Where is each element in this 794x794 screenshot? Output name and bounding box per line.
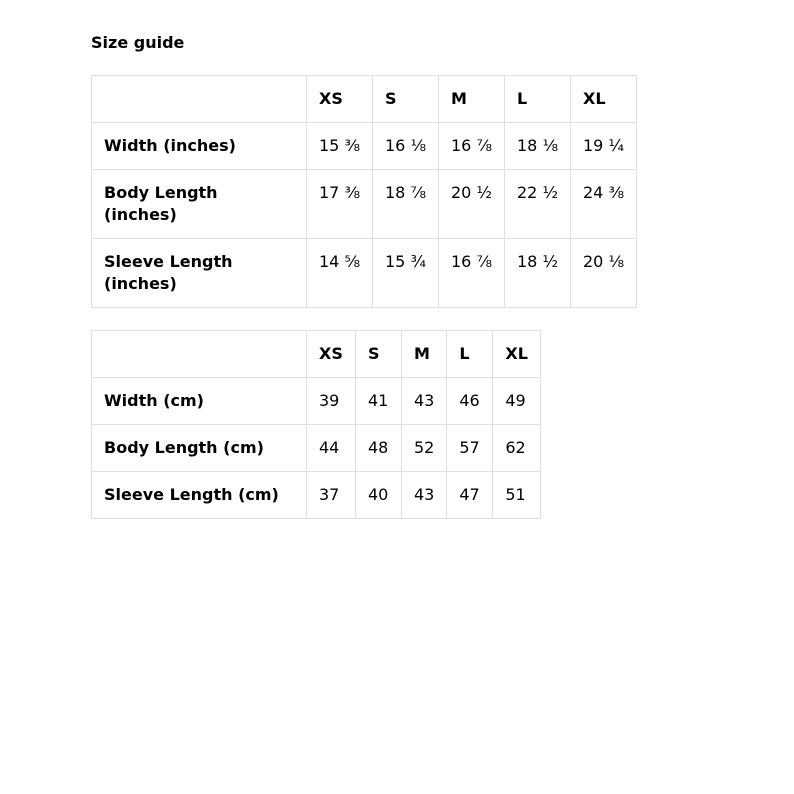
table-cell: 18 ½: [505, 239, 571, 308]
table-cell: 43: [402, 472, 447, 519]
table-cell: 43: [402, 378, 447, 425]
table-row: [92, 425, 541, 472]
table-cell: 15 ¾: [373, 239, 439, 308]
header-cell-s: S: [373, 76, 439, 123]
table-cell: 17 ⅜: [307, 170, 373, 239]
header-cell-l: L: [505, 76, 571, 123]
size-table-inches: [91, 75, 637, 308]
header-cell-m: M: [402, 331, 447, 378]
header-cell-m: M: [439, 76, 505, 123]
table-row: [92, 170, 637, 239]
table-cell: 49: [493, 378, 541, 425]
row-label: Sleeve Length (inches): [92, 239, 307, 308]
row-label: Width (cm): [92, 378, 307, 425]
row-label: Width (inches): [92, 123, 307, 170]
table-cell: 15 ⅜: [307, 123, 373, 170]
table-cell: 62: [493, 425, 541, 472]
table-cell: 40: [356, 472, 402, 519]
header-cell-xl: XL: [493, 331, 541, 378]
size-table-cm: [91, 330, 541, 519]
header-cell-xs: XS: [307, 76, 373, 123]
table-cell: 48: [356, 425, 402, 472]
table-cell: 19 ¼: [571, 123, 637, 170]
table-cell: 22 ½: [505, 170, 571, 239]
table-cell: 18 ⅞: [373, 170, 439, 239]
table-cell: 46: [447, 378, 493, 425]
table-cell: 14 ⅝: [307, 239, 373, 308]
table-cell: 37: [307, 472, 356, 519]
table-cell: 24 ⅜: [571, 170, 637, 239]
table-cell: 20 ⅛: [571, 239, 637, 308]
table-cell: 57: [447, 425, 493, 472]
header-cell-s: S: [356, 331, 402, 378]
table-cell: 16 ⅞: [439, 239, 505, 308]
table-cell: 47: [447, 472, 493, 519]
table-cell: 16 ⅞: [439, 123, 505, 170]
table-cell: 16 ⅛: [373, 123, 439, 170]
table-row: [92, 472, 541, 519]
header-cell-empty: [92, 76, 307, 123]
row-label: Body Length (inches): [92, 170, 307, 239]
table-cell: 51: [493, 472, 541, 519]
table-header-row: [92, 76, 637, 123]
row-label: Sleeve Length (cm): [92, 472, 307, 519]
header-cell-xl: XL: [571, 76, 637, 123]
header-cell-l: L: [447, 331, 493, 378]
table-row: [92, 239, 637, 308]
table-cell: 44: [307, 425, 356, 472]
table-cell: 41: [356, 378, 402, 425]
table-cell: 20 ½: [439, 170, 505, 239]
table-cell: 18 ⅛: [505, 123, 571, 170]
page-title: Size guide: [91, 33, 185, 52]
table-cell: 52: [402, 425, 447, 472]
header-cell-empty: [92, 331, 307, 378]
table-row: [92, 123, 637, 170]
table-row: [92, 378, 541, 425]
row-label: Body Length (cm): [92, 425, 307, 472]
header-cell-xs: XS: [307, 331, 356, 378]
table-cell: 39: [307, 378, 356, 425]
table-header-row: [92, 331, 541, 378]
